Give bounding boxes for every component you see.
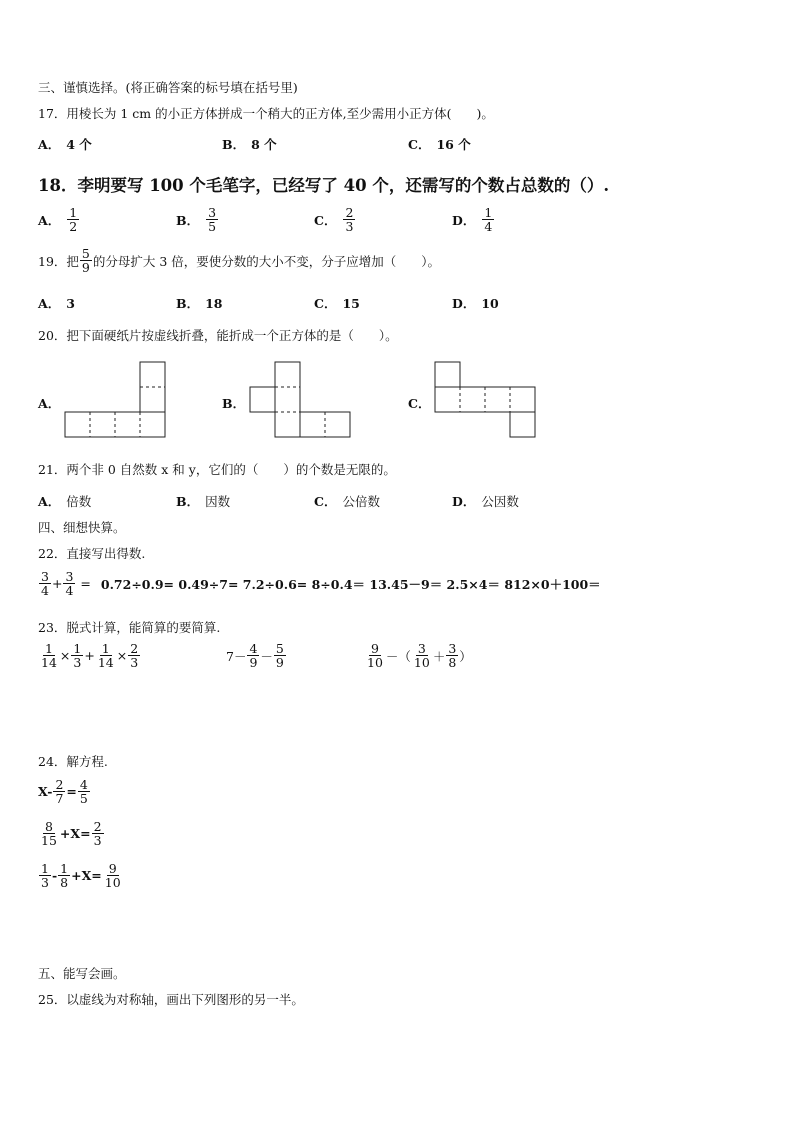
fraction: $\frac{5}{9}$ (275, 641, 284, 671)
fraction: $\frac{9}{10}$ (104, 861, 121, 891)
option-text: 10 (481, 295, 499, 311)
option-label: A． (38, 212, 61, 228)
equals: = (80, 576, 91, 592)
section-5-title: 五、能写会画。 (38, 966, 126, 981)
fraction: $\frac{2}{3}$ (93, 819, 102, 849)
option-label: B． (222, 137, 246, 152)
option-label: A． (38, 494, 61, 509)
net-cell (435, 362, 460, 387)
operator: - (51, 868, 58, 884)
operator: ＋ (432, 648, 446, 664)
q17-option-c (408, 135, 471, 153)
q18-option-a (38, 206, 80, 233)
option-label: B． (176, 296, 200, 311)
fraction: $\frac{8}{15}$ (41, 819, 57, 849)
q19-suffix: 的分母扩大 3 倍，要使分数的大小不变，分子应增加（ ）。 (92, 253, 441, 269)
option-text: 18 (205, 295, 223, 311)
operator: × (116, 648, 128, 664)
fraction: $\frac{3}{4}$ (41, 569, 49, 599)
q17-option-a (38, 135, 92, 153)
q23-expression-1 (38, 642, 141, 669)
fraction: $\frac{3}{4}$ (65, 569, 74, 599)
question-24: 24．解方程. (38, 754, 108, 769)
option-label: D． (452, 296, 476, 311)
option-text: 15 (342, 295, 360, 311)
question-18: 18．李明要写 100 个毛笔字，已经写了 40 个，还需写的个数占总数的（）. (38, 176, 610, 195)
q24-equation-3 (38, 862, 124, 889)
fraction: $\frac{1}{3}$ (73, 641, 82, 671)
cube-net-a (60, 358, 170, 442)
question-22: 22．直接写出得数. (38, 546, 146, 561)
section-4-title: 四、细想快算。 (38, 520, 126, 535)
question-19 (38, 247, 440, 274)
q19-option-c (314, 294, 360, 312)
fraction: $\frac{2}{3}$ (130, 641, 139, 671)
q19-option-b (176, 294, 222, 312)
option-label: A． (38, 296, 61, 311)
fraction: $\frac{3}{8}$ (448, 641, 457, 671)
q21-option-b (176, 492, 230, 510)
option-label: B． (176, 494, 200, 509)
operator: + (84, 648, 95, 664)
q20-label-c: C． (408, 396, 431, 411)
q20-label-a: A． (38, 396, 61, 411)
q24-equation-1 (38, 778, 91, 805)
q23-expression-3 (364, 642, 472, 669)
net-column (275, 362, 300, 437)
q18-option-d (452, 206, 495, 233)
q21-option-d (452, 492, 519, 510)
q24-equation-2 (38, 820, 105, 847)
option-label: C． (314, 296, 337, 311)
fraction: $\frac{1}{14}$ (41, 641, 57, 671)
option-text: 倍数 (66, 494, 92, 509)
fraction: $\frac{1}{2}$ (69, 205, 78, 235)
fraction: $\frac{9}{10}$ (367, 641, 383, 671)
question-23: 23．脱式计算，能简算的要简算. (38, 620, 221, 635)
q19-option-d (452, 294, 499, 312)
operator: + (51, 576, 63, 592)
option-text: 16 个 (436, 137, 471, 152)
fraction: $\frac{1}{8}$ (60, 861, 69, 891)
option-label: C． (408, 137, 431, 152)
question-21: 21．两个非 0 自然数 x 和 y，它们的（ ）的个数是无限的。 (38, 462, 396, 477)
net-cell (510, 412, 535, 437)
equals: = (66, 784, 77, 800)
option-label: D． (452, 494, 476, 509)
paren: ） (459, 648, 472, 664)
operator: × (59, 648, 71, 664)
q22-rest: 0.72÷0.9= 0.49÷7= 7.2÷0.6= 8÷0.4＝ 13.45－9＝ 2.5×4＝ 812×0＋100＝ (100, 576, 601, 592)
option-label: B． (176, 212, 200, 228)
option-label: A． (38, 137, 61, 152)
fraction: $\frac{1}{14}$ (97, 641, 114, 671)
option-text: 公因数 (481, 494, 519, 509)
fraction: $\frac{4}{5}$ (79, 777, 88, 807)
q19-option-a (38, 294, 75, 312)
option-label: C． (314, 212, 337, 228)
question-25: 25．以虚线为对称轴，画出下列图形的另一半。 (38, 992, 304, 1007)
cube-net-b (245, 358, 355, 442)
mid: +X= (59, 826, 91, 842)
option-text: 3 (66, 295, 75, 311)
lead: X- (38, 784, 53, 800)
q21-option-c (314, 492, 380, 510)
fraction: $\frac{1}{4}$ (484, 205, 493, 235)
q18-option-c (314, 206, 356, 233)
q23-expression-2 (226, 642, 287, 669)
q22-expressions (38, 570, 601, 597)
q21-option-a (38, 492, 91, 510)
question-17: 17．用棱长为 1 cm 的小正方体拼成一个稍大的正方体,至少需用小正方体( )。 (38, 106, 494, 121)
option-label: C． (314, 494, 337, 509)
cube-net-c (430, 358, 540, 442)
option-text: 8 个 (251, 137, 277, 152)
fraction: $\frac{2}{3}$ (345, 205, 354, 235)
fraction: $\frac{1}{3}$ (41, 861, 49, 891)
option-label: D． (452, 212, 476, 228)
operator: － (260, 648, 273, 664)
fraction: $\frac{2}{7}$ (55, 777, 64, 807)
fraction: $\frac{3}{10}$ (413, 641, 430, 671)
q18-option-b (176, 206, 219, 233)
option-text: 4 个 (66, 137, 92, 152)
operator: －（ (385, 648, 411, 664)
fraction: $\frac{5}{9}$ (81, 246, 90, 276)
option-text: 因数 (205, 494, 231, 509)
question-20: 20．把下面硬纸片按虚线折叠，能折成一个正方体的是（ ）。 (38, 328, 398, 343)
q20-label-b: B． (222, 396, 246, 411)
fraction: $\frac{3}{5}$ (208, 205, 217, 235)
q17-option-b (222, 135, 277, 153)
q19-prefix: 19．把 (38, 253, 79, 269)
mid: +X= (71, 868, 102, 884)
net-cell (250, 387, 275, 412)
fraction: $\frac{4}{9}$ (249, 641, 258, 671)
section-3-title: 三、谨慎选择。(将正确答案的标号填在括号里) (38, 80, 298, 95)
option-text: 公倍数 (342, 494, 380, 509)
lead: 7－ (226, 648, 247, 664)
